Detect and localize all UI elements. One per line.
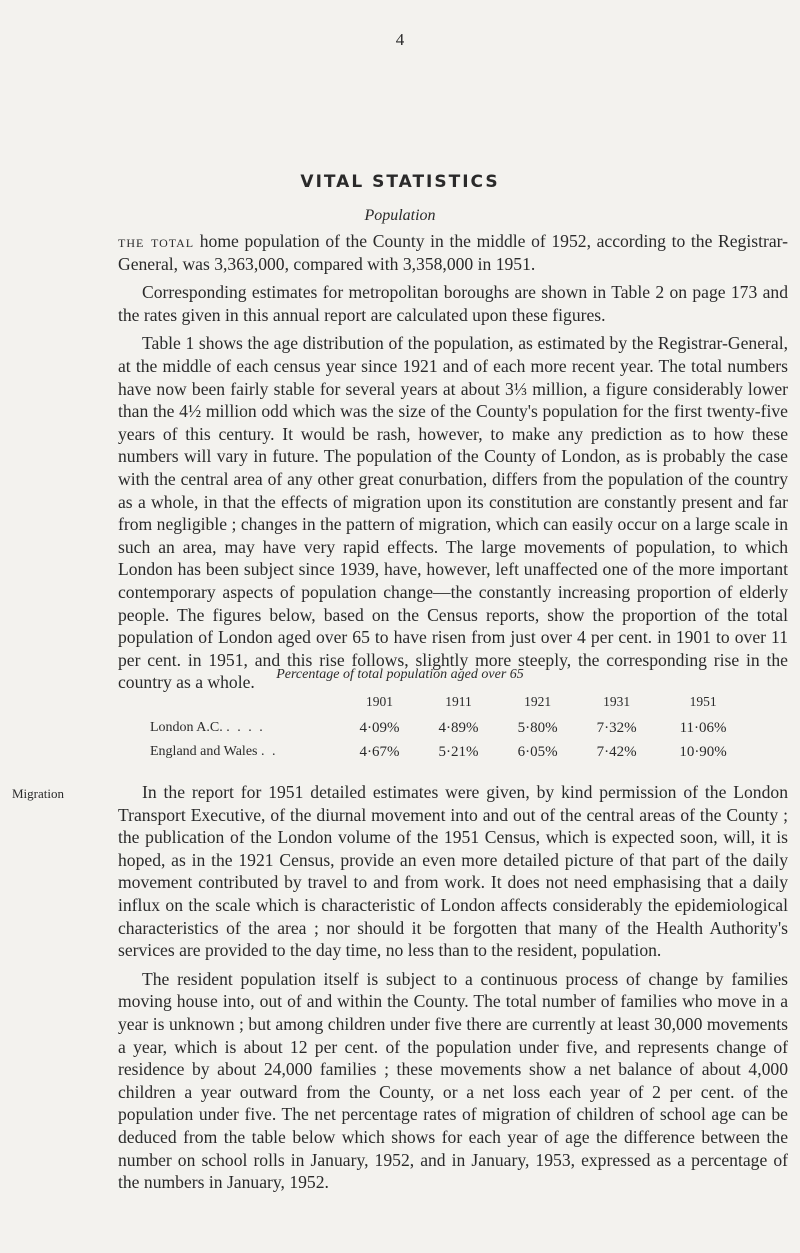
table-cell: 5·80% [517,719,558,736]
paragraph-age-distribution: Table 1 shows the age distribution of the population, as estimated by the Registrar-General, at the middle of each census year since 1921 and of each more recent year. The total numbers have now been fairly stable for several years at about 3⅓ million, a figure considerably lower than the 4½ million odd which was the size of the County's population for the first twenty-five years of this century. It would be rash, however, to make any prediction as to how these numbers will vary in future. The population of the County of London, as is probably the case with the central area of any other great conurbation, differs from the population of the country as a whole, in that the effects of migration upon its constitution are constantly present and far from negligible ; changes in the pattern of migration, which can easily occur on a large scale in such an area, may have very rapid effects. The large movements of population, to which London has been subject since 1939, have, however, left unaffected one of the more important contemporary aspects of population change—the constantly increasing proportion of elderly people. The figures below, based on the Census reports, show the proportion of the total population of London aged over 65 to have risen from just over 4 per cent. in 1901 to over 11 per cent. in 1951, and this rise follows, slightly more steeply, the corresponding rise in the country as a whole. [118,333,788,693]
table-header-year: 1921 [524,694,552,709]
table-header-year: 1931 [603,694,631,709]
table-cell: 10·90% [679,743,727,760]
table-row [150,716,750,740]
table-cell: 7·32% [596,719,637,736]
table-cell: 11·06% [679,719,727,736]
body-text-lower [118,781,788,1200]
row-label-text: England and Wales [150,744,258,759]
paragraph-text: home population of the County in the middle of 1952, according to the Registrar-General, was 3,363,000, compared with 3,358,000 in 1951. [118,231,789,274]
row-label-text: London A.C. [150,720,223,735]
table-cell: 4·09% [359,719,400,736]
body-text-upper [118,230,788,700]
table-cell: 4·67% [359,743,400,760]
population-over-65-table [150,694,750,764]
table-header-year: 1951 [689,694,717,709]
table-header-year: 1901 [366,694,394,709]
table-row-label [150,740,340,764]
row-leader-dots: . . [260,744,278,759]
paragraph-lead-words: the total [118,231,195,251]
table-title: Percentage of total population aged over 65 [276,667,524,682]
margin-note-migration: Migration [12,786,64,801]
table-row [150,740,750,764]
table-cell: 6·05% [517,743,558,760]
table-cell: 7·42% [596,743,637,760]
paragraph-borough-estimates: Corresponding estimates for metropolitan boroughs are shown in Table 2 on page 173 and the rates given in this annual report are calculated upon these figures. [118,282,788,325]
paragraph-diurnal-movement: In the report for 1951 detailed estimates were given, by kind permission of the London Transport Executive, of the diurnal movement into and out of the central areas of the County ; the publication of the London volume of the 1951 Census, which is expected soon, will, it is hoped, as in the 1921 Census, provide an even more detailed picture of that part of the daily movement contributed by travel to and from work. It does not need emphasising that a daily influx on the scale which is characteristic of London affects considerably the epidemiological characteristics of the area ; nor should it be forgotten that many of the Health Authority's services are provided to the day time, no less than to the resident, population. [118,782,788,961]
row-leader-dots: . . . . [226,720,265,735]
table-header-label [150,694,340,716]
page-number: 4 [395,30,405,49]
table-cell: 5·21% [438,743,479,760]
table-header-row [150,694,750,716]
paragraph-resident-population: The resident population itself is subject to a continuous process of change by families moving house into, out of and within the County. The total number of families who move in a year is unknown ; but among children under five there are currently at least 30,000 movements a year, which is about 12 per cent. of the population under five, and represents change of residence by about 24,000 families ; these movements show a net balance of about 4,000 children a year outward from the County, or a net loss each year of 2 per cent. of the population under five. The net percentage rates of migration of children of school age can be deduced from the table below which shows for each year of age the difference between the number on school rolls in January, 1952, and in January, 1953, expressed as a percentage of the numbers in January, 1952. [118,968,788,1193]
page-title: VITAL STATISTICS [300,172,500,192]
table-header-year: 1911 [445,694,472,709]
section-subheading: Population [364,207,436,224]
paragraph-total-population [118,230,788,275]
table-cell: 4·89% [438,719,479,736]
table-row-label [150,716,340,740]
